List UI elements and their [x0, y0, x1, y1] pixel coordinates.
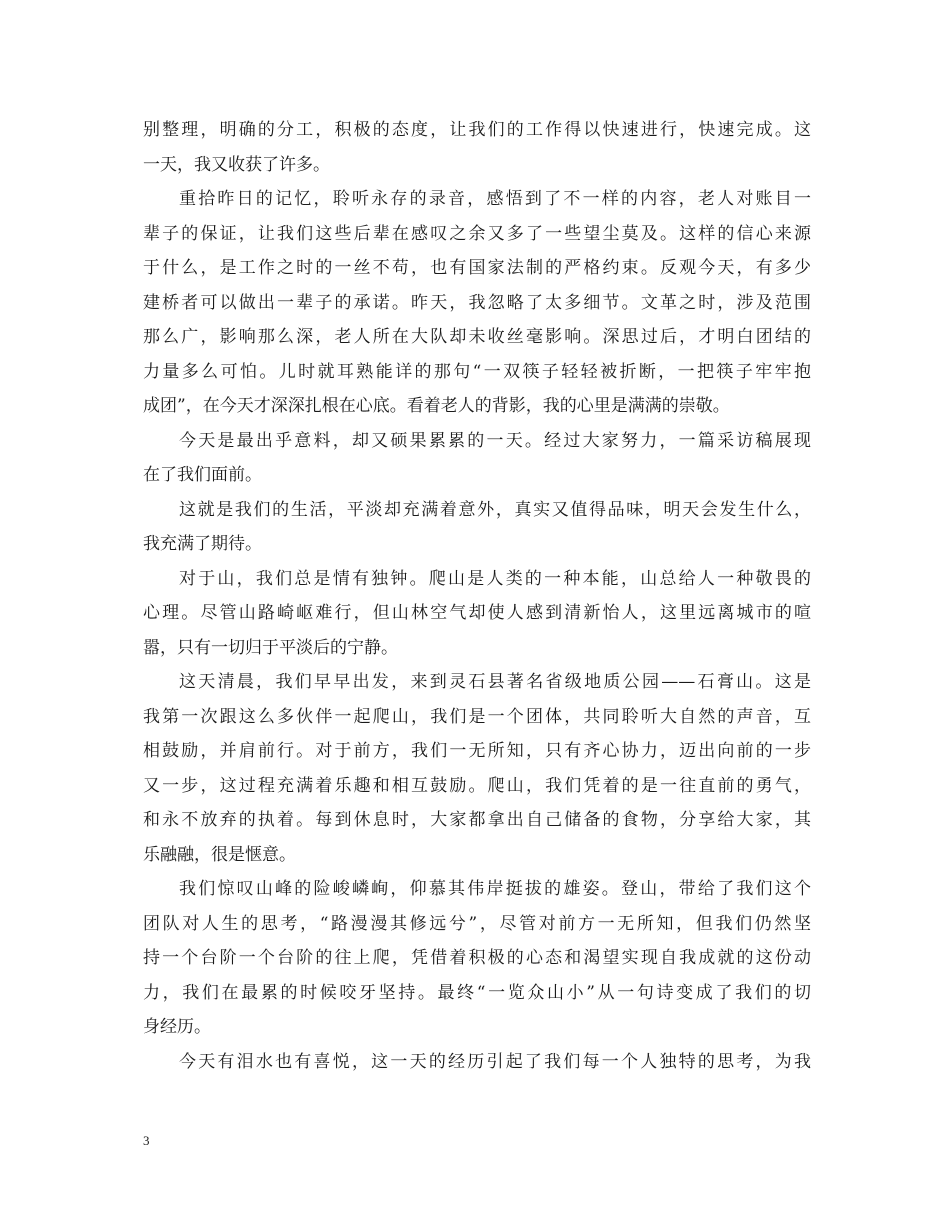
text-line: 和永不放弃的执着。每到休息时，大家都拿出自己储备的食物，分享给大家，其 — [143, 810, 811, 830]
page-number: 3 — [143, 1133, 150, 1148]
text-line: 力，我们在最累的时候咬牙坚持。最终“一览众山小”从一句诗变成了我们的切 — [143, 982, 811, 1003]
text-line: 力量多么可怕。儿时就耳熟能详的那句“一双筷子轻轻被折断，一把筷子牢牢抱 — [143, 361, 811, 382]
text-line: 我充满了期待。 — [143, 534, 262, 554]
text-line: 那么广，影响那么深，老人所在大队却未收丝毫影响。深思过后，才明白团结的 — [143, 327, 811, 347]
text-line: 团队对人生的思考，“路漫漫其修远兮”，尽管对前方一无所知，但我们仍然坚 — [143, 913, 811, 934]
text-line: 于什么，是工作之时的一丝不苟，也有国家法制的严格约束。反观今天，有多少 — [143, 258, 811, 278]
text-line: 相鼓励，并肩前行。对于前方，我们一无所知，只有齐心协力，迈出向前的一步 — [143, 741, 811, 761]
text-line: 嚣，只有一切归于平淡后的宁静。 — [143, 637, 398, 658]
text-line: 在了我们面前。 — [143, 465, 262, 485]
text-line: 成团”，在今天才深深扎根在心底。看着老人的背影，我的心里是满满的崇敬。 — [143, 396, 730, 416]
text-line: 今天是最出乎意料，却又硕果累累的一天。经过大家努力，一篇采访稿展现 — [179, 430, 811, 451]
paragraph — [143, 493, 811, 562]
text-line: 辈子的保证，让我们这些后辈在感叹之余又多了一些望尘莫及。这样的信心来源 — [143, 223, 811, 244]
paragraph — [143, 424, 811, 493]
text-line: 这就是我们的生活，平淡却充满着意外，真实又值得品味，明天会发生什么， — [179, 499, 811, 520]
paragraph — [143, 113, 811, 182]
text-line: 重拾昨日的记忆，聆听永存的录音，感悟到了不一样的内容，老人对账目一 — [179, 189, 811, 209]
text-line: 身经历。 — [143, 1017, 211, 1037]
text-line: 今天有泪水也有喜悦，这一天的经历引起了我们每一个人独特的思考，为我 — [179, 1051, 811, 1072]
paragraph — [143, 665, 811, 872]
text-line: 持一个台阶一个台阶的往上爬，凭借着积极的心态和渴望实现自我成就的这份动 — [143, 948, 811, 968]
text-line: 又一步，这过程充满着乐趣和相互鼓励。爬山，我们凭着的是一往直前的勇气， — [143, 775, 811, 796]
text-line: 我第一次跟这么多伙伴一起爬山，我们是一个团体，共同聆听大自然的声音，互 — [143, 706, 811, 727]
text-line: 这天清晨，我们早早出发，来到灵石县著名省级地质公园——石膏山。这是 — [179, 672, 811, 692]
paragraph — [143, 872, 811, 1045]
paragraph — [143, 562, 811, 666]
text-line: 别整理，明确的分工，积极的态度，让我们的工作得以快速进行，快速完成。这 — [143, 120, 811, 140]
text-line: 一天，我又收获了许多。 — [143, 154, 330, 175]
text-line: 建桥者可以做出一辈子的承诺。昨天，我忽略了太多细节。文革之时，涉及范围 — [143, 292, 811, 313]
text-line: 乐融融，很是惬意。 — [143, 844, 296, 865]
paragraph — [143, 182, 811, 424]
text-line: 对于山，我们总是情有独钟。爬山是人类的一种本能，山总给人一种敬畏的 — [179, 568, 811, 589]
document-body — [143, 113, 811, 1079]
text-line: 我们惊叹山峰的险峻嶙峋，仰慕其伟岸挺拔的雄姿。登山，带给了我们这个 — [179, 879, 811, 899]
paragraph — [143, 1045, 811, 1080]
text-line: 心理。尽管山路崎岖难行，但山林空气却使人感到清新怡人，这里远离城市的喧 — [143, 603, 811, 623]
